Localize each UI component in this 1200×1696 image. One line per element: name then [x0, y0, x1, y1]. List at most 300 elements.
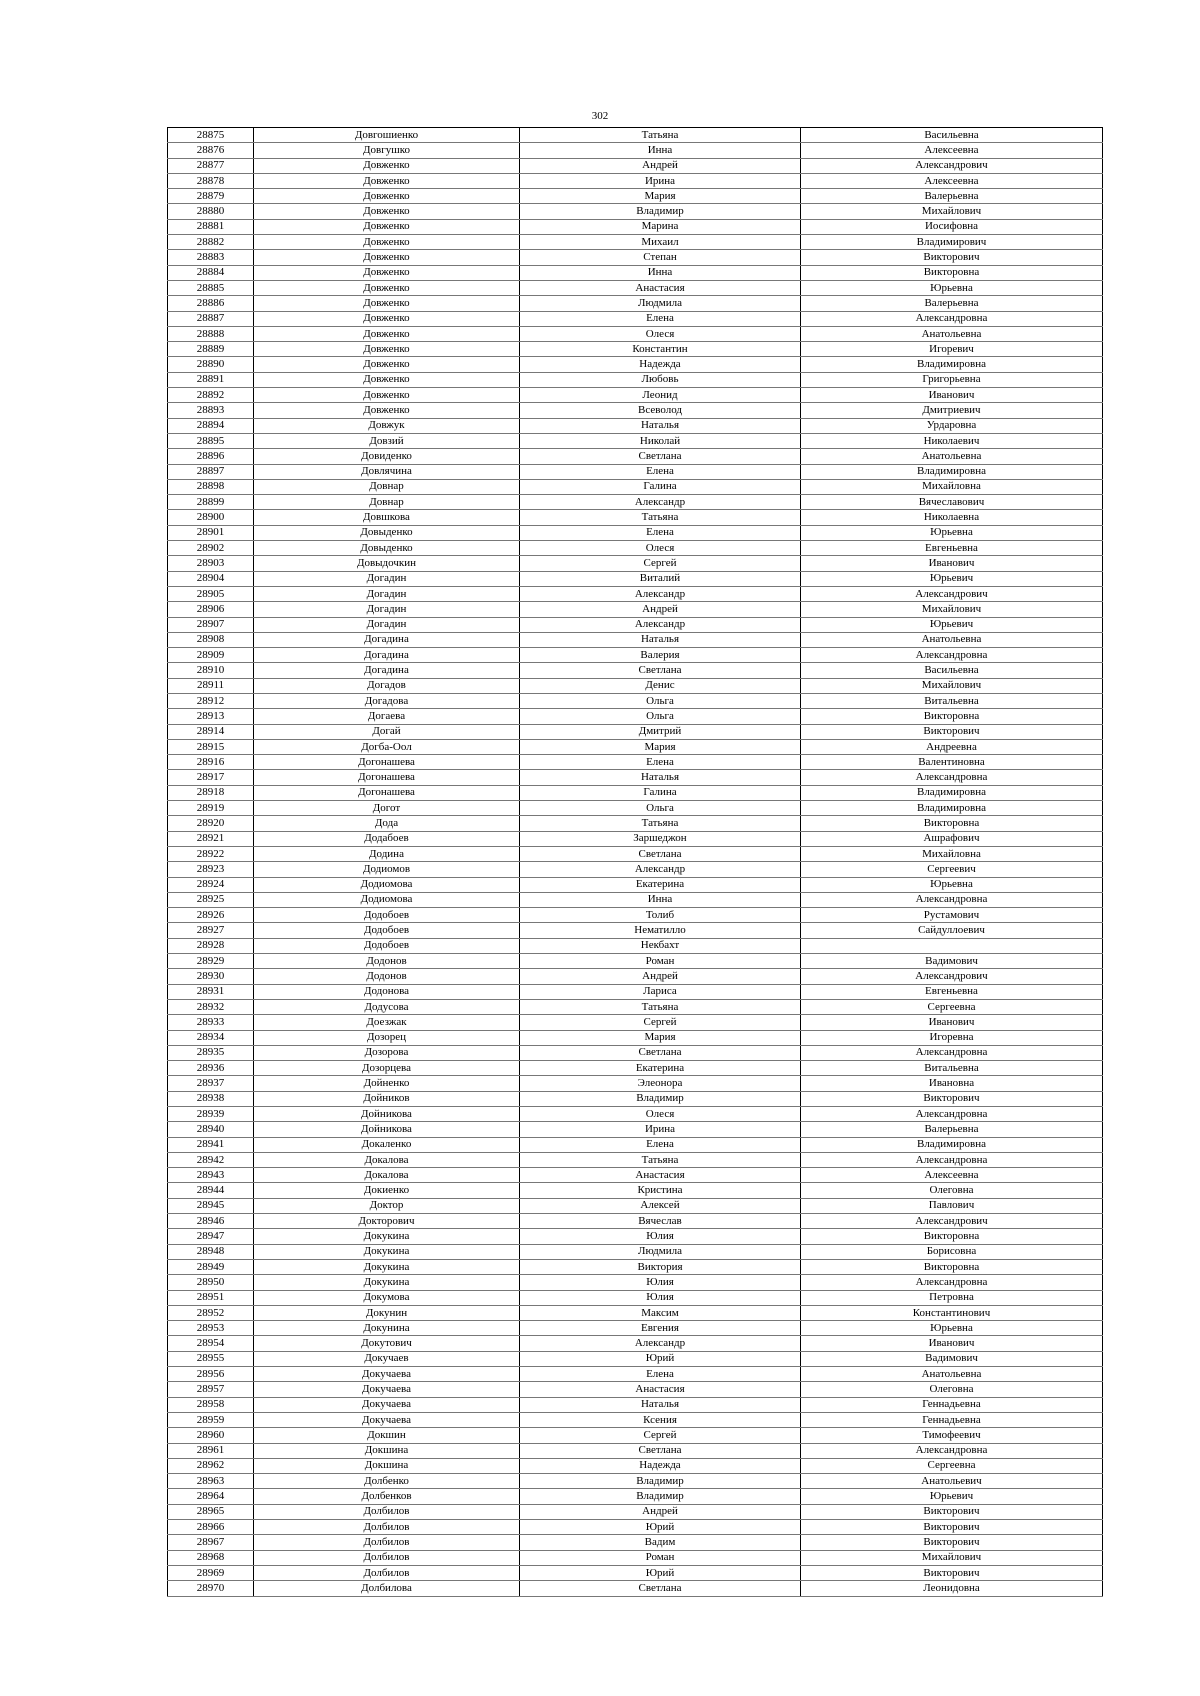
- patronymic-cell: Игоревич: [801, 342, 1103, 357]
- first-name-cell: Вячеслав: [520, 1214, 801, 1229]
- first-name-cell: Алексей: [520, 1198, 801, 1213]
- table-row: [168, 1565, 1103, 1580]
- table-row: [168, 586, 1103, 601]
- record-number-cell: 28893: [168, 403, 254, 418]
- record-number-cell: 28880: [168, 204, 254, 219]
- record-number-cell: 28889: [168, 342, 254, 357]
- patronymic-cell: Александрович: [801, 969, 1103, 984]
- table-row: [168, 418, 1103, 433]
- patronymic-cell: Александровна: [801, 1275, 1103, 1290]
- patronymic-cell: Валерьевна: [801, 1122, 1103, 1137]
- surname-cell: Довженко: [254, 311, 520, 326]
- table-row: [168, 1183, 1103, 1198]
- table-row: [168, 1061, 1103, 1076]
- table-row: [168, 1581, 1103, 1596]
- record-number-cell: 28896: [168, 449, 254, 464]
- patronymic-cell: Алексеевна: [801, 143, 1103, 158]
- record-number-cell: 28924: [168, 877, 254, 892]
- patronymic-cell: Викторович: [801, 1091, 1103, 1106]
- record-number-cell: 28879: [168, 189, 254, 204]
- table-row: [168, 128, 1103, 143]
- surname-cell: Докучаев: [254, 1351, 520, 1366]
- surname-cell: Довженко: [254, 173, 520, 188]
- record-number-cell: 28912: [168, 693, 254, 708]
- surname-cell: Додобоев: [254, 938, 520, 953]
- table-row: [168, 862, 1103, 877]
- first-name-cell: Вадим: [520, 1535, 801, 1550]
- table-row: [168, 969, 1103, 984]
- surname-cell: Довыдочкин: [254, 556, 520, 571]
- first-name-cell: Надежда: [520, 1458, 801, 1473]
- record-number-cell: 28966: [168, 1520, 254, 1535]
- patronymic-cell: Олеговна: [801, 1382, 1103, 1397]
- table-row: [168, 464, 1103, 479]
- patronymic-cell: Иванович: [801, 1336, 1103, 1351]
- surname-cell: Довженко: [254, 342, 520, 357]
- patronymic-cell: Владимировна: [801, 801, 1103, 816]
- surname-cell: Довженко: [254, 372, 520, 387]
- patronymic-cell: Михайловна: [801, 479, 1103, 494]
- patronymic-cell: Михайлович: [801, 1550, 1103, 1565]
- surname-cell: Догаева: [254, 709, 520, 724]
- surname-cell: Догонашева: [254, 755, 520, 770]
- record-number-cell: 28894: [168, 418, 254, 433]
- table-row: [168, 173, 1103, 188]
- surname-cell: Довженко: [254, 265, 520, 280]
- patronymic-cell: Валерьевна: [801, 189, 1103, 204]
- record-number-cell: 28967: [168, 1535, 254, 1550]
- patronymic-cell: Алексеевна: [801, 173, 1103, 188]
- table-row: [168, 1428, 1103, 1443]
- first-name-cell: Елена: [520, 1367, 801, 1382]
- table-row: [168, 1076, 1103, 1091]
- table-row: [168, 235, 1103, 250]
- surname-cell: Догадин: [254, 617, 520, 632]
- surname-cell: Дозорова: [254, 1045, 520, 1060]
- table-row: [168, 1198, 1103, 1213]
- patronymic-cell: Сайдуллоевич: [801, 923, 1103, 938]
- first-name-cell: Владимир: [520, 204, 801, 219]
- surname-cell: Довженко: [254, 204, 520, 219]
- surname-cell: Догот: [254, 801, 520, 816]
- table-row: [168, 1412, 1103, 1427]
- surname-cell: Довиденко: [254, 449, 520, 464]
- record-number-cell: 28964: [168, 1489, 254, 1504]
- table-row: [168, 908, 1103, 923]
- surname-cell: Доезжак: [254, 1015, 520, 1030]
- surname-cell: Довзий: [254, 433, 520, 448]
- surname-cell: Докшин: [254, 1428, 520, 1443]
- table-row: [168, 1367, 1103, 1382]
- record-number-cell: 28909: [168, 648, 254, 663]
- first-name-cell: Елена: [520, 755, 801, 770]
- record-number-cell: 28968: [168, 1550, 254, 1565]
- table-row: [168, 219, 1103, 234]
- patronymic-cell: Николаевич: [801, 433, 1103, 448]
- surname-cell: Докукина: [254, 1259, 520, 1274]
- table-row: [168, 739, 1103, 754]
- table-row: [168, 648, 1103, 663]
- surname-cell: Довгушко: [254, 143, 520, 158]
- table-row: [168, 571, 1103, 586]
- patronymic-cell: Евгеньевна: [801, 541, 1103, 556]
- surname-cell: Долбилов: [254, 1535, 520, 1550]
- table-row: [168, 1107, 1103, 1122]
- first-name-cell: Мария: [520, 1030, 801, 1045]
- record-number-cell: 28883: [168, 250, 254, 265]
- record-number-cell: 28940: [168, 1122, 254, 1137]
- record-number-cell: 28881: [168, 219, 254, 234]
- surname-cell: Додобоев: [254, 908, 520, 923]
- first-name-cell: Людмила: [520, 296, 801, 311]
- table-row: [168, 250, 1103, 265]
- surname-cell: Довженко: [254, 388, 520, 403]
- surname-cell: Довженко: [254, 158, 520, 173]
- patronymic-cell: Михайлович: [801, 678, 1103, 693]
- first-name-cell: Сергей: [520, 1015, 801, 1030]
- patronymic-cell: Алексеевна: [801, 1168, 1103, 1183]
- patronymic-cell: Анатольевна: [801, 1367, 1103, 1382]
- record-number-cell: 28887: [168, 311, 254, 326]
- patronymic-cell: Викторович: [801, 1535, 1103, 1550]
- record-number-cell: 28918: [168, 785, 254, 800]
- table-row: [168, 938, 1103, 953]
- patronymic-cell: Вадимович: [801, 954, 1103, 969]
- first-name-cell: Андрей: [520, 602, 801, 617]
- patronymic-cell: Александровна: [801, 770, 1103, 785]
- table-row: [168, 265, 1103, 280]
- patronymic-cell: Ашрафович: [801, 831, 1103, 846]
- first-name-cell: Андрей: [520, 158, 801, 173]
- table-row: [168, 1336, 1103, 1351]
- table-row: [168, 372, 1103, 387]
- patronymic-cell: Витальевна: [801, 1061, 1103, 1076]
- patronymic-cell: Михайловна: [801, 846, 1103, 861]
- surname-cell: Догадин: [254, 571, 520, 586]
- table-row: [168, 1137, 1103, 1152]
- surname-cell: Довженко: [254, 235, 520, 250]
- table-row: [168, 449, 1103, 464]
- surname-cell: Докшина: [254, 1443, 520, 1458]
- first-name-cell: Ольга: [520, 693, 801, 708]
- patronymic-cell: Геннадьевна: [801, 1397, 1103, 1412]
- patronymic-cell: Ивановна: [801, 1076, 1103, 1091]
- first-name-cell: Инна: [520, 892, 801, 907]
- table-row: [168, 846, 1103, 861]
- first-name-cell: Наталья: [520, 418, 801, 433]
- first-name-cell: Олеся: [520, 1107, 801, 1122]
- surname-cell: Довгошиенко: [254, 128, 520, 143]
- record-number-cell: 28915: [168, 739, 254, 754]
- table-row: [168, 326, 1103, 341]
- table-row: [168, 433, 1103, 448]
- patronymic-cell: Дмитриевич: [801, 403, 1103, 418]
- table-row: [168, 158, 1103, 173]
- table-row: [168, 1045, 1103, 1060]
- record-number-cell: 28934: [168, 1030, 254, 1045]
- patronymic-cell: Юрьевич: [801, 617, 1103, 632]
- record-number-cell: 28945: [168, 1198, 254, 1213]
- surname-cell: Докалова: [254, 1168, 520, 1183]
- record-number-cell: 28943: [168, 1168, 254, 1183]
- table-row: [168, 311, 1103, 326]
- surname-cell: Догадина: [254, 648, 520, 663]
- patronymic-cell: Анатольевна: [801, 449, 1103, 464]
- patronymic-cell: Михайлович: [801, 602, 1103, 617]
- record-number-cell: 28925: [168, 892, 254, 907]
- patronymic-cell: Юрьевна: [801, 1321, 1103, 1336]
- first-name-cell: Ксения: [520, 1412, 801, 1427]
- first-name-cell: Нематилло: [520, 923, 801, 938]
- surname-cell: Докукина: [254, 1275, 520, 1290]
- table-row: [168, 1397, 1103, 1412]
- patronymic-cell: Петровна: [801, 1290, 1103, 1305]
- table-row: [168, 1122, 1103, 1137]
- record-number-cell: 28905: [168, 586, 254, 601]
- patronymic-cell: Геннадьевна: [801, 1412, 1103, 1427]
- record-number-cell: 28948: [168, 1244, 254, 1259]
- patronymic-cell: Сергеевич: [801, 862, 1103, 877]
- patronymic-cell: Игоревна: [801, 1030, 1103, 1045]
- record-number-cell: 28949: [168, 1259, 254, 1274]
- patronymic-cell: Владимировна: [801, 464, 1103, 479]
- table-row: [168, 1275, 1103, 1290]
- record-number-cell: 28926: [168, 908, 254, 923]
- surname-cell: Додиомова: [254, 892, 520, 907]
- surname-cell: Догадов: [254, 678, 520, 693]
- record-number-cell: 28904: [168, 571, 254, 586]
- table-row: [168, 724, 1103, 739]
- first-name-cell: Андрей: [520, 1504, 801, 1519]
- surname-cell: Долбенков: [254, 1489, 520, 1504]
- record-number-cell: 28906: [168, 602, 254, 617]
- first-name-cell: Роман: [520, 1550, 801, 1565]
- patronymic-cell: Анатольевна: [801, 326, 1103, 341]
- patronymic-cell: Александрович: [801, 1214, 1103, 1229]
- surname-cell: Довженко: [254, 250, 520, 265]
- patronymic-cell: Валентиновна: [801, 755, 1103, 770]
- first-name-cell: Михаил: [520, 235, 801, 250]
- registry-table: [167, 127, 1103, 1597]
- first-name-cell: Андрей: [520, 969, 801, 984]
- table-row: [168, 877, 1103, 892]
- table-row: [168, 357, 1103, 372]
- record-number-cell: 28942: [168, 1152, 254, 1167]
- record-number-cell: 28946: [168, 1214, 254, 1229]
- record-number-cell: 28970: [168, 1581, 254, 1596]
- first-name-cell: Юлия: [520, 1275, 801, 1290]
- surname-cell: Долбилова: [254, 1581, 520, 1596]
- patronymic-cell: Александровна: [801, 1152, 1103, 1167]
- first-name-cell: Юлия: [520, 1229, 801, 1244]
- patronymic-cell: Александровна: [801, 1045, 1103, 1060]
- first-name-cell: Татьяна: [520, 999, 801, 1014]
- surname-cell: Докалова: [254, 1152, 520, 1167]
- surname-cell: Доктор: [254, 1198, 520, 1213]
- surname-cell: Докаленко: [254, 1137, 520, 1152]
- patronymic-cell: Борисовна: [801, 1244, 1103, 1259]
- surname-cell: Додобоев: [254, 923, 520, 938]
- first-name-cell: Виталий: [520, 571, 801, 586]
- surname-cell: Догай: [254, 724, 520, 739]
- table-row: [168, 892, 1103, 907]
- first-name-cell: Надежда: [520, 357, 801, 372]
- table-row: [168, 143, 1103, 158]
- record-number-cell: 28917: [168, 770, 254, 785]
- table-row: [168, 1504, 1103, 1519]
- surname-cell: Довженко: [254, 403, 520, 418]
- patronymic-cell: Владимировна: [801, 357, 1103, 372]
- surname-cell: Дозорцева: [254, 1061, 520, 1076]
- record-number-cell: 28914: [168, 724, 254, 739]
- first-name-cell: Заршеджон: [520, 831, 801, 846]
- first-name-cell: Наталья: [520, 1397, 801, 1412]
- surname-cell: Додонов: [254, 954, 520, 969]
- record-number-cell: 28911: [168, 678, 254, 693]
- first-name-cell: Елена: [520, 1137, 801, 1152]
- table-row: [168, 403, 1103, 418]
- record-number-cell: 28960: [168, 1428, 254, 1443]
- surname-cell: Докунин: [254, 1305, 520, 1320]
- patronymic-cell: Анатольевна: [801, 632, 1103, 647]
- table-row: [168, 617, 1103, 632]
- record-number-cell: 28910: [168, 663, 254, 678]
- first-name-cell: Мария: [520, 739, 801, 754]
- first-name-cell: Ирина: [520, 1122, 801, 1137]
- patronymic-cell: Александровна: [801, 1443, 1103, 1458]
- patronymic-cell: Викторовна: [801, 816, 1103, 831]
- surname-cell: Догба-Оол: [254, 739, 520, 754]
- record-number-cell: 28886: [168, 296, 254, 311]
- table-row: [168, 755, 1103, 770]
- first-name-cell: Татьяна: [520, 1152, 801, 1167]
- table-row: [168, 984, 1103, 999]
- record-number-cell: 28876: [168, 143, 254, 158]
- table-row: [168, 801, 1103, 816]
- patronymic-cell: Олеговна: [801, 1183, 1103, 1198]
- table-row: [168, 1229, 1103, 1244]
- surname-cell: Довженко: [254, 280, 520, 295]
- first-name-cell: Евгения: [520, 1321, 801, 1336]
- table-row: [168, 1305, 1103, 1320]
- surname-cell: Докукина: [254, 1244, 520, 1259]
- record-number-cell: 28885: [168, 280, 254, 295]
- table-row: [168, 556, 1103, 571]
- surname-cell: Довнар: [254, 479, 520, 494]
- first-name-cell: Екатерина: [520, 877, 801, 892]
- first-name-cell: Владимир: [520, 1091, 801, 1106]
- patronymic-cell: Юрьевна: [801, 280, 1103, 295]
- record-number-cell: 28902: [168, 541, 254, 556]
- patronymic-cell: Александровна: [801, 1107, 1103, 1122]
- patronymic-cell: Леонидовна: [801, 1581, 1103, 1596]
- surname-cell: Долбилов: [254, 1550, 520, 1565]
- surname-cell: Довнар: [254, 495, 520, 510]
- first-name-cell: Ольга: [520, 709, 801, 724]
- first-name-cell: Любовь: [520, 372, 801, 387]
- record-number-cell: 28959: [168, 1412, 254, 1427]
- record-number-cell: 28895: [168, 433, 254, 448]
- first-name-cell: Мария: [520, 189, 801, 204]
- surname-cell: Докучаева: [254, 1382, 520, 1397]
- surname-cell: Докучаева: [254, 1412, 520, 1427]
- patronymic-cell: Александровна: [801, 892, 1103, 907]
- surname-cell: Довженко: [254, 189, 520, 204]
- surname-cell: Додабоев: [254, 831, 520, 846]
- patronymic-cell: Александрович: [801, 158, 1103, 173]
- surname-cell: Докторович: [254, 1214, 520, 1229]
- patronymic-cell: Юрьевич: [801, 1489, 1103, 1504]
- surname-cell: Додонова: [254, 984, 520, 999]
- surname-cell: Дойников: [254, 1091, 520, 1106]
- table-row: [168, 1244, 1103, 1259]
- record-number-cell: 28882: [168, 235, 254, 250]
- table-row: [168, 923, 1103, 938]
- record-number-cell: 28928: [168, 938, 254, 953]
- first-name-cell: Олеся: [520, 541, 801, 556]
- table-row: [168, 189, 1103, 204]
- page-number: 302: [591, 110, 609, 122]
- record-number-cell: 28930: [168, 969, 254, 984]
- surname-cell: Дойникова: [254, 1122, 520, 1137]
- record-number-cell: 28901: [168, 525, 254, 540]
- first-name-cell: Роман: [520, 954, 801, 969]
- first-name-cell: Дмитрий: [520, 724, 801, 739]
- surname-cell: Довыденко: [254, 525, 520, 540]
- first-name-cell: Светлана: [520, 1581, 801, 1596]
- record-number-cell: 28922: [168, 846, 254, 861]
- record-number-cell: 28890: [168, 357, 254, 372]
- patronymic-cell: Анатольевич: [801, 1474, 1103, 1489]
- record-number-cell: 28891: [168, 372, 254, 387]
- record-number-cell: 28923: [168, 862, 254, 877]
- first-name-cell: Юлия: [520, 1290, 801, 1305]
- record-number-cell: 28921: [168, 831, 254, 846]
- patronymic-cell: Викторович: [801, 1520, 1103, 1535]
- record-number-cell: 28913: [168, 709, 254, 724]
- patronymic-cell: Викторовна: [801, 265, 1103, 280]
- patronymic-cell: Тимофеевич: [801, 1428, 1103, 1443]
- surname-cell: Додиомов: [254, 862, 520, 877]
- first-name-cell: Александр: [520, 586, 801, 601]
- table-row: [168, 663, 1103, 678]
- registry-body: [168, 128, 1103, 1597]
- first-name-cell: Татьяна: [520, 510, 801, 525]
- record-number-cell: 28947: [168, 1229, 254, 1244]
- table-row: [168, 1321, 1103, 1336]
- surname-cell: Догадин: [254, 602, 520, 617]
- surname-cell: Дойникова: [254, 1107, 520, 1122]
- record-number-cell: 28956: [168, 1367, 254, 1382]
- table-row: [168, 204, 1103, 219]
- first-name-cell: Екатерина: [520, 1061, 801, 1076]
- table-row: [168, 1458, 1103, 1473]
- table-row: [168, 1351, 1103, 1366]
- first-name-cell: Лариса: [520, 984, 801, 999]
- patronymic-cell: Витальевна: [801, 693, 1103, 708]
- first-name-cell: Светлана: [520, 1045, 801, 1060]
- first-name-cell: Николай: [520, 433, 801, 448]
- patronymic-cell: Николаевна: [801, 510, 1103, 525]
- surname-cell: Докунина: [254, 1321, 520, 1336]
- surname-cell: Довженко: [254, 326, 520, 341]
- patronymic-cell: Андреевна: [801, 739, 1103, 754]
- first-name-cell: Александр: [520, 495, 801, 510]
- surname-cell: Довженко: [254, 357, 520, 372]
- first-name-cell: Анастасия: [520, 1382, 801, 1397]
- table-row: [168, 709, 1103, 724]
- surname-cell: Долбенко: [254, 1474, 520, 1489]
